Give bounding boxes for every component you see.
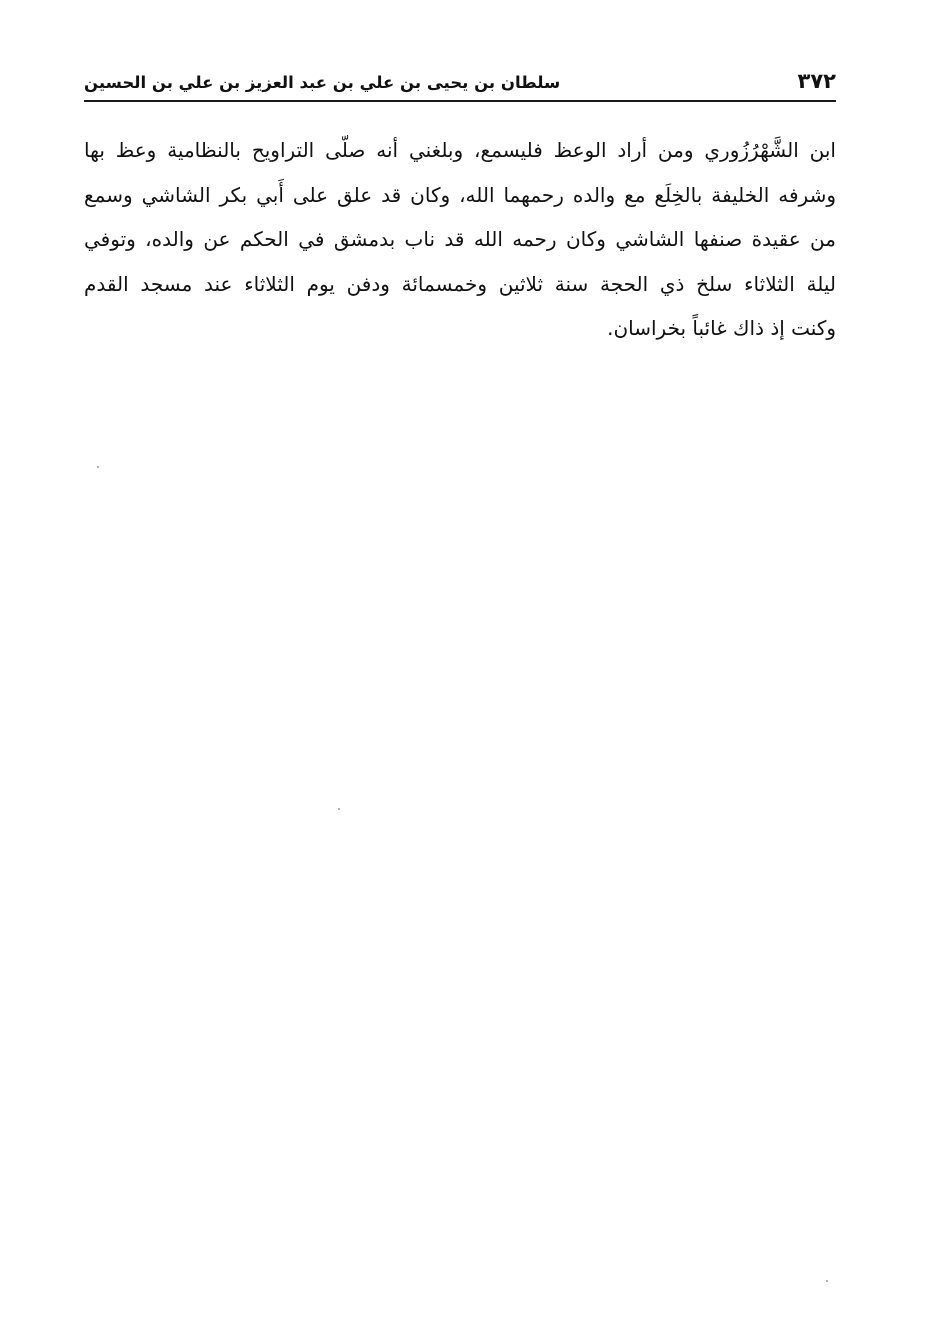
text-line: وكنت إذ ذاك غائباً بخراسان. (607, 316, 836, 340)
header-rule (84, 100, 836, 102)
body-text (84, 128, 836, 351)
text-line: وشرفه الخليفة بالخِلَع مع والده رحمهما الله، وكان قد علق على أَبي بكر الشاشي وسمع (84, 182, 836, 207)
scan-speck (338, 808, 340, 810)
running-title: سلطان بن يحيى بن علي بن عبد العزيز بن علي بن الحسين (84, 73, 561, 92)
text-line: ليلة الثلاثاء سلخ ذي الحجة سنة ثلاثين وخمسمائة ودفن يوم الثلاثاء عند مسجد القدم (84, 271, 836, 296)
scan-speck (826, 1280, 828, 1282)
page-number: ٣٧٢ (797, 69, 836, 93)
running-header (84, 66, 836, 100)
text-line: من عقيدة صنفها الشاشي وكان رحمه الله قد ناب بدمشق في الحكم عن والده، وتوفي (84, 227, 836, 251)
text-line: ابن الشَّهْرُزُوري ومن أراد الوعظ فليسمع، وبلغني أنه صلّى التراويح بالنظامية وعظ بها (84, 138, 836, 162)
scan-speck (97, 466, 99, 468)
